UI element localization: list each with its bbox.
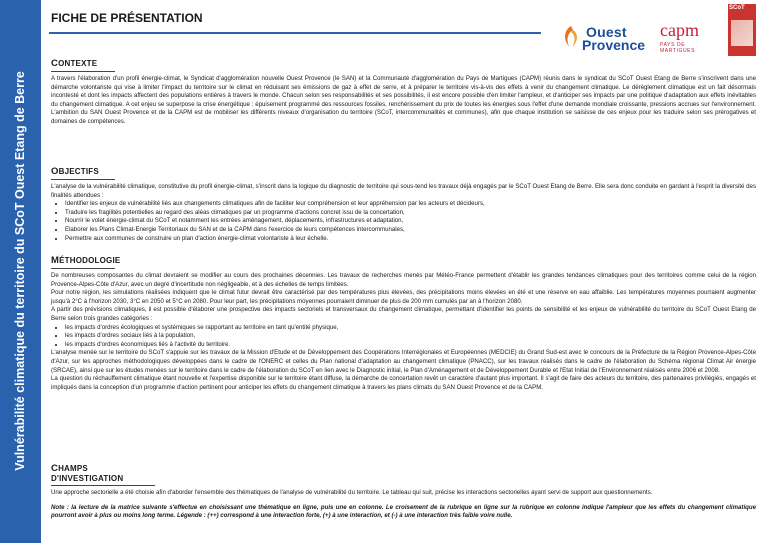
champs-note: Note : la lecture de la matrice suivante s'effectue en choisissant une thématique en ligne, puis une en colonne. Le croisement de la rubrique en ligne sur la rubrique en colonne indique l'ampleur que les effets du changement climatique pourront avoir à plus ou moins long terme. Légende : (++) correspond à une interaction forte, (+) à une interaction, et (-) à une interaction très faible voire nulle.: [51, 503, 756, 520]
methodologie-p5: La question du réchauffement climatique étant nouvelle et l'expertise disponible sur le territoire étant diffuse, la démarche de concertation revêt un caractère d'autant plus important. Il s'agit de faire des acteurs du territoire, des partenaires privilégiés, engagés et impliqués dans la conception d'un programme d'action pertinent pour anticiper les effets du changement climatique à travers les plans climats du SAN Ouest Provence et de la CAPM.: [51, 375, 756, 391]
page-header: [41, 0, 768, 56]
list-item: • les impacts d'ordres écologiques et systémiques se rapportant au territoire en tant qu'entité physique,: [65, 324, 756, 333]
list-item: • Nourrir le volet énergie-climat du SCoT et notamment les entrées aménagement, déplacements, infrastructures et adaptation,: [65, 217, 756, 226]
section-title-objectifs: OBJECTIFS: [51, 166, 115, 180]
methodologie-list: [51, 324, 756, 350]
section-champs: [51, 463, 756, 521]
section-methodologie: [51, 255, 756, 392]
title-underline: [49, 32, 541, 34]
list-item: • les impacts d'ordres économiques liés à l'activité du territoire.: [65, 341, 756, 350]
scot-map-icon: [731, 20, 753, 46]
list-item: • Traduire les fragilités potentielles au regard des aléas climatiques par un programme d'actions concret issu de la concertation,: [65, 209, 756, 218]
list-item: • Identifier les enjeux de vulnérabilité liés aux changements climatiques afin de faciliter leur compréhension et leur appréhension par les acteurs et décideurs,: [65, 200, 756, 209]
methodologie-p4: L'analyse menée sur le territoire du SCoT s'appuie sur les travaux de la Mission d'Etude et de Développement des Coopérations Interrégionales et Européennes (MEDCIE) du Grand Sud-est avec le concours de la Préfecture de la Région Provence-Alpes-Côte d'Azur, sur les approches méthodologiques développées dans le cadre de l'ONERC et celles du Plan national d'adaptation au changement climatique (PNACC), sur les travaux réalisés dans le cadre de l'élaboration du Schéma régional Climat Air énergie (SRCAE), ainsi que sur les études menées sur le territoire dans le cadre de l'élaboration du SCoT en lien avec le Diagnostic initial, le Plan d'Aménagement et de Développement Durable et l'Etat Initial de l'Environnement réalisés entre 2006 et 2008.: [51, 349, 756, 374]
list-item: • Permettre aux communes de construire un plan d'action énergie-climat volontariste à leur échelle.: [65, 235, 756, 244]
scot-logo: SCoT: [728, 4, 756, 56]
section-title-champs: CHAMPS D'INVESTIGATION: [51, 463, 155, 486]
section-contexte: [51, 58, 756, 127]
sidebar-band: [0, 0, 41, 543]
list-item: • les impacts d'ordres sociaux liés à la population,: [65, 332, 756, 341]
swirl-icon: [560, 24, 582, 50]
section-objectifs: [51, 166, 756, 243]
page-title: FICHE DE PRÉSENTATION: [51, 11, 203, 25]
methodologie-p1: De nombreuses composantes du climat devraient se modifier au cours des prochaines décennies. Les travaux de recherches menés par Météo-France permettent d'établir les grandes tendances climatiques pour des territoires comme celui de la région Provence-Alpes-Côte d'Azur, avec un degré d'incertitude non négligeable, et à des échelles de temps limitées.: [51, 272, 756, 288]
sidebar-title: Vulnérabilité climatique du territoire du SCoT Ouest Etang de Berre: [13, 71, 27, 471]
ouest-provence-logo: Ouest Provence: [560, 22, 652, 52]
champs-paragraph: Une approche sectorielle a été choisie afin d'aborder l'ensemble des thématiques de l'analyse de vulnérabilité du territoire. Le tableau qui suit, précise les interactions sectorielles ayant servi de support aux questionnements.: [51, 489, 653, 496]
contexte-paragraph: A travers l'élaboration d'un profil énergie-climat, le Syndicat d'agglomération nouvelle Ouest Provence (le SAN) et la Communauté d'agglomération du Pays de Martigues (CAPM) réunis dans le syndicat du SCoT Ouest Etang de Berre s'inscrivent dans une démarche volontariste qui vise à limiter l'impact du territoire sur le climat en réduisant ses émissions de gaz à effet de serre, et à préparer le territoire vis-à-vis des effets à venir du changement climatique. Le dérèglement climatique est un fait désormais incontesté et dont les impacts affectent des populations entières à travers le monde. Chacun selon ses responsabilités et ses possibilités, il est encore possible d'en limiter l'ampleur, et d'anticiper ses impacts par une politique d'adaptation aux effets inévitables du changement climatique. A cet enjeu se superpose la crise énergétique : épuisement programmé des ressources fossiles, renchérissement du prix de toutes les énergies sous l'effet d'une demande mondiale croissante, pressions accrues sur l'environnement. L'ambition du SAN Ouest Provence et de la CAPM est de mobiliser les différents niveaux d'organisation du territoire (SCoT, intercommunalités et communes), afin que chaque institution se saisisse de ces enjeux pour les traduire selon ses prérogatives et domaines de compétences.: [51, 75, 756, 125]
capm-logo: capm PAYS DE MARTIGUES: [660, 20, 699, 54]
methodologie-p2: Pour notre région, les simulations réalisées indiquent que le climat futur devrait être caractérisé par des températures plus élevées, des précipitations moins élevées en été et une réserve en eau affaiblie. Les températures moyennes pourraient augmenter jusqu'à 2°C à l'horizon 2030, 3°C en 2050 et 5°C en 2080. Pour leur part, les précipitations moyennes pourraient diminuer de plus de 200 mm cumulés par an à l'horizon 2080.: [51, 289, 756, 305]
objectifs-list: [51, 200, 756, 243]
section-title-methodologie: MÉTHODOLOGIE: [51, 255, 115, 269]
section-title-contexte: CONTEXTE: [51, 58, 115, 72]
objectifs-paragraph: L'analyse de la vulnérabilité climatique, constitutive du profil énergie-climat, s'inscrit dans la logique du diagnostic de territoire qui sous-tend les travaux déjà engagés par le SCoT Ouest Etang de Berre. Elle sera donc conduite en gardant à l'esprit la diversité des finalités attendues :: [51, 183, 756, 199]
logos: [560, 5, 760, 56]
list-item: • Elaborer les Plans Climat-Energie Territoriaux du SAN et de la CAPM dans l'exercice de leurs compétences intercommunales,: [65, 226, 756, 235]
methodologie-p3: A partir des prévisions climatiques, il est possible d'élaborer une prospective des impacts sectoriels et transversaux du changement climatique, permettant d'identifier les points de sensibilité et les enjeux de vulnérabilité du territoire du SCoT Ouest Etang de Berre selon trois grandes catégories :: [51, 306, 756, 322]
